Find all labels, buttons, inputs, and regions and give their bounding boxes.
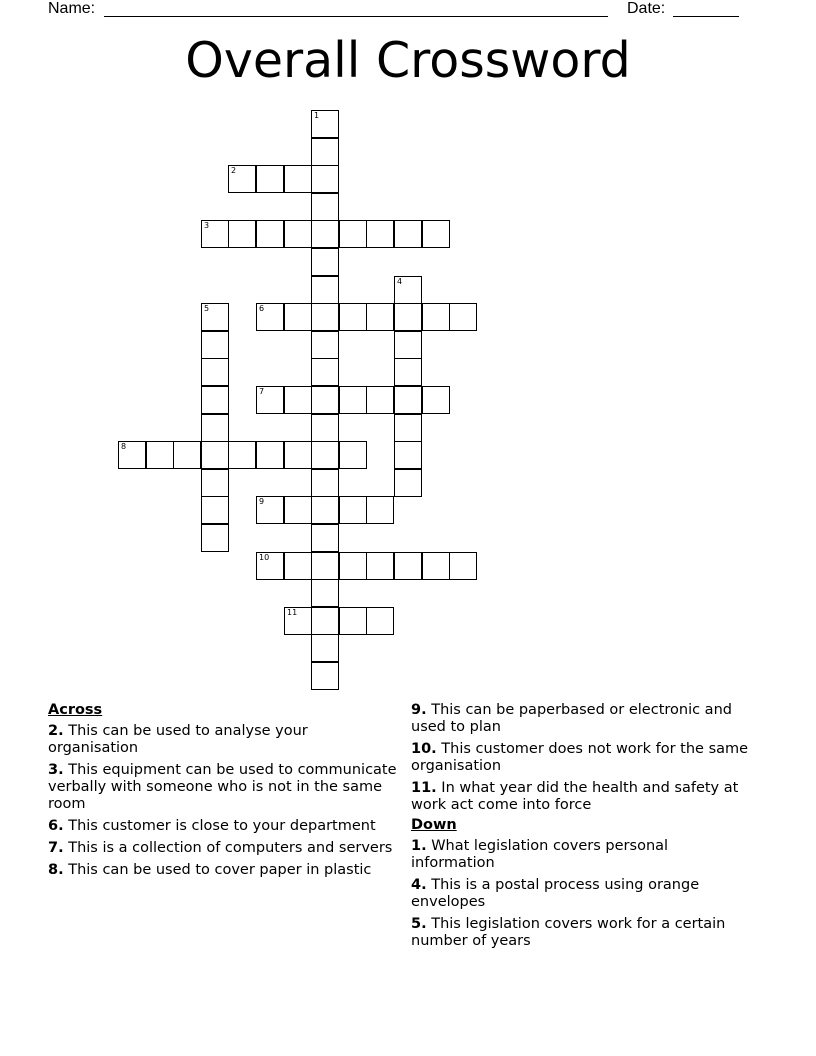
grid-cell[interactable] bbox=[201, 386, 229, 414]
grid-cell[interactable] bbox=[228, 220, 256, 248]
grid-cell[interactable] bbox=[339, 220, 367, 248]
grid-cell[interactable] bbox=[228, 441, 256, 469]
grid-cell[interactable] bbox=[339, 441, 367, 469]
grid-cell[interactable] bbox=[311, 358, 339, 386]
grid-cell[interactable] bbox=[201, 414, 229, 442]
grid-cell[interactable] bbox=[339, 303, 367, 331]
grid-cell[interactable] bbox=[311, 662, 339, 690]
grid-cell[interactable] bbox=[366, 496, 394, 524]
clue-number: 4. bbox=[411, 877, 427, 893]
grid-cell[interactable] bbox=[311, 276, 339, 304]
grid-cell[interactable] bbox=[311, 386, 339, 414]
grid-cell[interactable] bbox=[311, 441, 339, 469]
grid-cell[interactable] bbox=[311, 634, 339, 662]
clue-text: This customer is close to your department bbox=[68, 818, 376, 834]
grid-cell[interactable] bbox=[201, 441, 229, 469]
clue-text: This can be used to analyse your organisation bbox=[48, 723, 308, 756]
cell-number: 11 bbox=[287, 608, 298, 617]
clue-text: This equipment can be used to communicate verbally with someone who is not in the same room bbox=[48, 762, 397, 812]
cell-number: 10 bbox=[259, 553, 270, 562]
grid-cell[interactable] bbox=[366, 303, 394, 331]
clues-column-left bbox=[48, 702, 398, 884]
grid-cell[interactable] bbox=[311, 248, 339, 276]
grid-cell[interactable] bbox=[311, 193, 339, 221]
clue-number: 1. bbox=[411, 838, 427, 854]
grid-cell[interactable] bbox=[173, 441, 201, 469]
name-label: Name: bbox=[48, 0, 96, 17]
grid-cell[interactable] bbox=[311, 331, 339, 359]
grid-cell[interactable] bbox=[311, 303, 339, 331]
grid-cell[interactable] bbox=[201, 331, 229, 359]
grid-cell[interactable] bbox=[339, 607, 367, 635]
cell-number: 8 bbox=[121, 442, 127, 451]
clue-text: This legislation covers work for a certain number of years bbox=[411, 916, 726, 949]
clue-number: 10. bbox=[411, 741, 437, 757]
clue-text: This is a postal process using orange envelopes bbox=[411, 877, 700, 910]
grid-cell[interactable] bbox=[201, 303, 229, 331]
cell-number: 4 bbox=[397, 277, 403, 286]
grid-cell[interactable] bbox=[311, 579, 339, 607]
clue-number: 2. bbox=[48, 723, 64, 739]
grid-cell[interactable] bbox=[228, 165, 256, 193]
grid-cell[interactable] bbox=[201, 358, 229, 386]
grid-cell[interactable] bbox=[366, 220, 394, 248]
grid-cell[interactable] bbox=[394, 414, 422, 442]
grid-cell[interactable] bbox=[394, 358, 422, 386]
grid-cell[interactable] bbox=[201, 220, 229, 248]
down-heading: Down bbox=[411, 817, 457, 833]
clue-across-6 bbox=[48, 818, 398, 835]
grid-cell[interactable] bbox=[339, 386, 367, 414]
grid-cell[interactable] bbox=[284, 607, 312, 635]
clue-number: 5. bbox=[411, 916, 427, 932]
grid-cell[interactable] bbox=[256, 441, 284, 469]
clue-text: What legislation covers personal information bbox=[411, 838, 669, 871]
clue-across-7 bbox=[48, 840, 398, 857]
grid-cell[interactable] bbox=[422, 303, 450, 331]
grid-cell[interactable] bbox=[422, 386, 450, 414]
grid-cell[interactable] bbox=[201, 469, 229, 497]
grid-cell[interactable] bbox=[311, 607, 339, 635]
clues-column-right bbox=[411, 702, 756, 955]
clue-text: This customer does not work for the same organisation bbox=[411, 741, 749, 774]
clue-number: 3. bbox=[48, 762, 64, 778]
grid-cell[interactable] bbox=[284, 386, 312, 414]
clue-number: 6. bbox=[48, 818, 64, 834]
grid-cell[interactable] bbox=[339, 496, 367, 524]
grid-cell[interactable] bbox=[256, 552, 284, 580]
cell-number: 3 bbox=[204, 221, 210, 230]
clue-text: This can be used to cover paper in plastic bbox=[68, 862, 372, 878]
grid-cell[interactable] bbox=[311, 552, 339, 580]
grid-cell[interactable] bbox=[256, 386, 284, 414]
grid-cell[interactable] bbox=[394, 276, 422, 304]
page-title: Overall Crossword bbox=[185, 32, 631, 89]
grid-cell[interactable] bbox=[449, 303, 477, 331]
cell-number: 2 bbox=[231, 166, 237, 175]
cell-number: 6 bbox=[259, 304, 265, 313]
clue-text: This is a collection of computers and servers bbox=[68, 840, 393, 856]
grid-cell[interactable] bbox=[311, 165, 339, 193]
grid-cell[interactable] bbox=[422, 220, 450, 248]
clue-across-9 bbox=[411, 702, 756, 736]
cell-number: 1 bbox=[314, 111, 320, 120]
clue-number: 9. bbox=[411, 702, 427, 718]
clue-text: This can be paperbased or electronic and used to plan bbox=[411, 702, 732, 735]
clue-across-2 bbox=[48, 723, 398, 757]
grid-cell[interactable] bbox=[394, 303, 422, 331]
clue-down-5 bbox=[411, 916, 756, 950]
clue-number: 7. bbox=[48, 840, 64, 856]
grid-cell[interactable] bbox=[394, 441, 422, 469]
grid-cell[interactable] bbox=[284, 165, 312, 193]
grid-cell[interactable] bbox=[394, 331, 422, 359]
clue-across-10 bbox=[411, 741, 756, 775]
grid-cell[interactable] bbox=[284, 303, 312, 331]
clue-number: 8. bbox=[48, 862, 64, 878]
grid-cell[interactable] bbox=[256, 165, 284, 193]
clue-across-11 bbox=[411, 780, 756, 814]
grid-cell[interactable] bbox=[394, 220, 422, 248]
grid-cell[interactable] bbox=[422, 552, 450, 580]
grid-cell[interactable] bbox=[284, 552, 312, 580]
clue-text: In what year did the health and safety at work act come into force bbox=[411, 780, 739, 813]
grid-cell[interactable] bbox=[284, 496, 312, 524]
clue-down-1 bbox=[411, 838, 756, 872]
grid-cell[interactable] bbox=[118, 441, 146, 469]
grid-cell[interactable] bbox=[201, 524, 229, 552]
grid-cell[interactable] bbox=[366, 552, 394, 580]
grid-cell[interactable] bbox=[339, 552, 367, 580]
grid-cell[interactable] bbox=[256, 303, 284, 331]
grid-cell[interactable] bbox=[394, 552, 422, 580]
grid-cell[interactable] bbox=[311, 414, 339, 442]
grid-cell[interactable] bbox=[394, 469, 422, 497]
grid-cell[interactable] bbox=[146, 441, 174, 469]
grid-cell[interactable] bbox=[256, 496, 284, 524]
grid-cell[interactable] bbox=[311, 496, 339, 524]
clue-across-8 bbox=[48, 862, 398, 879]
grid-cell[interactable] bbox=[449, 552, 477, 580]
grid-cell[interactable] bbox=[284, 441, 312, 469]
grid-cell[interactable] bbox=[311, 110, 339, 138]
grid-cell[interactable] bbox=[256, 220, 284, 248]
cell-number: 5 bbox=[204, 304, 210, 313]
clue-across-3 bbox=[48, 762, 398, 813]
grid-cell[interactable] bbox=[311, 524, 339, 552]
grid-cell[interactable] bbox=[366, 386, 394, 414]
grid-cell[interactable] bbox=[311, 469, 339, 497]
grid-cell[interactable] bbox=[311, 220, 339, 248]
across-heading: Across bbox=[48, 702, 103, 718]
cell-number: 7 bbox=[259, 387, 265, 396]
grid-cell[interactable] bbox=[311, 138, 339, 166]
cell-number: 9 bbox=[259, 497, 265, 506]
grid-cell[interactable] bbox=[394, 386, 422, 414]
grid-cell[interactable] bbox=[284, 220, 312, 248]
clue-down-4 bbox=[411, 877, 756, 911]
grid-cell[interactable] bbox=[366, 607, 394, 635]
grid-cell[interactable] bbox=[201, 496, 229, 524]
clue-number: 11. bbox=[411, 780, 437, 796]
date-label: Date: bbox=[627, 0, 666, 17]
